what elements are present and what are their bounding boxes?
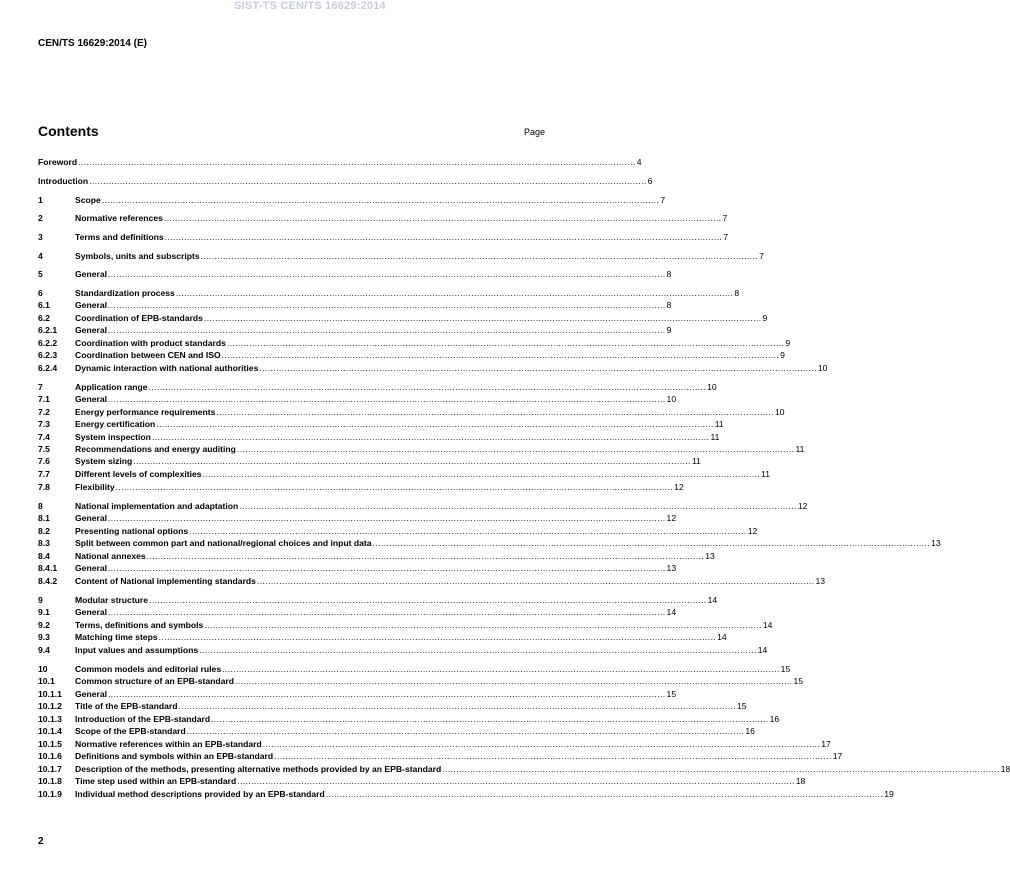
toc-entry-title: Presenting national options — [75, 526, 189, 536]
toc-entry-title: Coordination with product standards — [75, 338, 226, 348]
toc-entry-number: 10.1 — [38, 676, 55, 686]
toc-entry-number: 10.1.3 — [38, 714, 62, 724]
toc-entry-number: 10.1.5 — [38, 739, 62, 749]
toc-entry-title: General — [75, 607, 108, 617]
contents-heading: Contents — [38, 123, 99, 139]
toc-entry-page: 8 — [666, 269, 672, 279]
toc-entry[interactable] — [38, 563, 677, 574]
toc-entry-page: 10 — [817, 363, 828, 373]
toc-entry[interactable] — [38, 251, 764, 262]
dot-leader: ........................................................................................................................................................................................................ — [78, 157, 636, 167]
toc-entry[interactable] — [38, 469, 771, 480]
dot-leader: ........................................................................................................................................................................................................ — [149, 595, 707, 605]
toc-entry[interactable] — [38, 726, 755, 737]
toc-entry-page: 12 — [666, 513, 677, 523]
toc-entry[interactable] — [38, 157, 642, 168]
toc-entry[interactable] — [38, 313, 768, 324]
toc-entry-page: 12 — [797, 501, 808, 511]
dot-leader: ........................................................................................................................................................................................................ — [89, 176, 647, 186]
toc-entry-page: 11 — [714, 419, 724, 429]
toc-entry-page: 9 — [785, 338, 791, 348]
toc-entry[interactable] — [38, 776, 806, 787]
toc-entry-page: 13 — [815, 576, 826, 586]
toc-entry-page: 9 — [780, 350, 785, 360]
toc-entry[interactable] — [38, 576, 826, 587]
toc-entry-number: 6 — [38, 288, 43, 298]
toc-entry-page: 14 — [717, 632, 727, 642]
toc-entry-number: 7.5 — [38, 444, 50, 454]
toc-entry-page: 9 — [666, 325, 672, 335]
toc-entry-title: Flexibility — [75, 482, 115, 492]
toc-entry-page: 8 — [666, 300, 672, 310]
dot-leader: ........................................................................................................................................................................................................ — [236, 444, 795, 454]
dot-leader: ........................................................................................................................................................................................................ — [115, 482, 674, 492]
toc-entry-title: Time step used within an EPB-standard — [75, 776, 237, 786]
document-id: CEN/TS 16629:2014 (E) — [38, 38, 147, 49]
dot-leader: ........................................................................................................................................................................................................ — [259, 363, 817, 373]
dot-leader: ........................................................................................................................................................................................................ — [202, 469, 761, 479]
toc-entry-page: 11 — [795, 444, 805, 454]
toc-entry-title: Individual method descriptions provided by an EPB-standard — [75, 789, 325, 799]
toc-entry-number: 8.4 — [38, 551, 50, 561]
toc-entry[interactable] — [38, 739, 831, 750]
dot-leader: ........................................................................................................................................................................................................ — [204, 620, 762, 630]
toc-entry-page: 7 — [660, 195, 666, 205]
toc-entry-page: 12 — [674, 482, 684, 492]
toc-entry-number: 7.1 — [38, 394, 50, 404]
toc-entry[interactable] — [38, 363, 828, 374]
toc-entry-page: 15 — [780, 664, 791, 674]
dot-leader: ........................................................................................................................................................................................................ — [148, 382, 707, 392]
toc-entry-title: Application range — [75, 382, 148, 392]
toc-entry-page: 17 — [821, 739, 831, 749]
toc-entry-title: General — [75, 689, 108, 699]
toc-entry-number: 5 — [38, 269, 43, 279]
toc-entry-page: 10 — [707, 382, 717, 392]
toc-entry-page: 9 — [762, 313, 768, 323]
toc-entry[interactable] — [38, 632, 727, 643]
toc-entry-number: 10.1.8 — [38, 776, 62, 786]
toc-entry[interactable] — [38, 714, 780, 725]
toc-entry-page: 18 — [1000, 764, 1010, 774]
toc-entry-title: Normative references within an EPB-standard — [75, 739, 262, 749]
toc-entry[interactable] — [38, 444, 805, 455]
toc-entry-page: 18 — [795, 776, 806, 786]
toc-entry-number: 7.7 — [38, 469, 50, 479]
toc-entry[interactable] — [38, 382, 717, 393]
toc-entry-number: 7.8 — [38, 482, 50, 492]
toc-entry-page: 10 — [774, 407, 785, 417]
dot-leader: ........................................................................................................................................................................................................ — [256, 576, 815, 586]
toc-entry[interactable] — [38, 350, 785, 361]
toc-entry-title: Split between common part and national/regional choices and input data — [75, 538, 372, 548]
toc-entry-title: General — [75, 325, 108, 335]
toc-entry-number: 9 — [38, 595, 43, 605]
toc-entry-page: 7 — [759, 251, 764, 261]
toc-entry-number: 7.2 — [38, 407, 50, 417]
toc-entry-number: 10 — [38, 664, 48, 674]
toc-entry-number: 9.2 — [38, 620, 50, 630]
toc-entry-title: Modular structure — [75, 595, 149, 605]
toc-entry-page: 14 — [762, 620, 773, 630]
dot-leader: ........................................................................................................................................................................................................ — [325, 789, 884, 799]
toc-entry[interactable] — [38, 689, 677, 700]
dot-leader: ........................................................................................................................................................................................................ — [133, 456, 691, 466]
toc-entry-title: Scope of the EPB-standard — [75, 726, 186, 736]
toc-entry-page: 10 — [666, 394, 677, 404]
watermark: SIST-TS CEN/TS 16629:2014 — [234, 0, 386, 12]
toc-entry-title: Energy certification — [75, 419, 156, 429]
toc-entry-number: 7.6 — [38, 456, 50, 466]
toc-entry-number: 9.1 — [38, 607, 50, 617]
dot-leader: ........................................................................................................................................................................................................ — [216, 407, 774, 417]
dot-leader: ........................................................................................................................................................................................................ — [151, 432, 710, 442]
toc-entry-page: 13 — [666, 563, 677, 573]
toc-entry-page: 15 — [737, 701, 747, 711]
toc-entry-title: Terms, definitions and symbols — [75, 620, 204, 630]
toc-entry-number: 6.2.1 — [38, 325, 58, 335]
toc-entry[interactable] — [38, 620, 773, 631]
toc-entry[interactable] — [38, 607, 677, 618]
dot-leader: ........................................................................................................................................................................................................ — [163, 213, 722, 223]
toc-entry[interactable] — [38, 764, 1010, 775]
toc-entry-title: Definitions and symbols within an EPB-standard — [75, 751, 274, 761]
toc-entry-title: General — [75, 513, 108, 523]
dot-leader: ........................................................................................................................................................................................................ — [200, 251, 759, 261]
toc-entry-number: 10.1.4 — [38, 726, 62, 736]
toc-entry[interactable] — [38, 419, 724, 430]
toc-entry-title: Normative references — [75, 213, 163, 223]
dot-leader: ........................................................................................................................................................................................................ — [221, 350, 780, 360]
toc-entry-number: 8 — [38, 501, 43, 511]
toc-entry[interactable] — [38, 195, 666, 206]
toc-entry-title: Coordination of EPB-standards — [75, 313, 203, 323]
toc-entry-title: Scope — [75, 195, 101, 205]
toc-entry-title: Input values and assumptions — [75, 645, 199, 655]
dot-leader: ........................................................................................................................................................................................................ — [226, 338, 785, 348]
toc-entry-title: Introduction of the EPB-standard — [75, 714, 211, 724]
dot-leader: ........................................................................................................................................................................................................ — [442, 764, 1000, 774]
toc-entry[interactable] — [38, 482, 684, 493]
toc-entry[interactable] — [38, 676, 804, 687]
toc-entry[interactable] — [38, 407, 785, 418]
dot-leader: ........................................................................................................................................................................................................ — [108, 513, 666, 523]
toc-entry-title: Foreword — [38, 157, 78, 167]
toc-entry[interactable] — [38, 701, 747, 712]
dot-leader: ........................................................................................................................................................................................................ — [199, 645, 757, 655]
toc-entry-page: 4 — [636, 157, 642, 167]
dot-leader: ........................................................................................................................................................................................................ — [108, 394, 666, 404]
toc-entry-page: 12 — [747, 526, 758, 536]
toc-entry-page: 7 — [723, 232, 728, 242]
toc-entry[interactable] — [38, 338, 791, 349]
toc-entry-page: 13 — [931, 538, 941, 548]
toc-entry[interactable] — [38, 432, 720, 443]
toc-entry-page: 16 — [745, 726, 755, 736]
toc-entry[interactable] — [38, 213, 728, 224]
toc-entry-number: 1 — [38, 195, 43, 205]
toc-entry-title: Matching time steps — [75, 632, 158, 642]
toc-entry-number: 6.2.2 — [38, 338, 58, 348]
dot-leader: ........................................................................................................................................................................................................ — [235, 676, 793, 686]
toc-entry[interactable] — [38, 394, 677, 405]
toc-entry-title: Terms and definitions — [75, 232, 164, 242]
toc-entry-number: 6.2.4 — [38, 363, 58, 373]
toc-entry-number: 2 — [38, 213, 43, 223]
dot-leader: ........................................................................................................................................................................................................ — [146, 551, 705, 561]
dot-leader: ........................................................................................................................................................................................................ — [175, 288, 734, 298]
toc-entry-number: 10.1.7 — [38, 764, 62, 774]
toc-entry[interactable] — [38, 526, 758, 537]
toc-entry-title: Common models and editorial rules — [75, 664, 222, 674]
toc-entry-number: 8.1 — [38, 513, 50, 523]
toc-entry-number: 9.3 — [38, 632, 50, 642]
toc-entry-title: Energy performance requirements — [75, 407, 216, 417]
toc-entry-number: 8.3 — [38, 538, 50, 548]
toc-entry-number: 4 — [38, 251, 43, 261]
dot-leader: ........................................................................................................................................................................................................ — [262, 739, 821, 749]
toc-entry-number: 10.1.9 — [38, 789, 62, 799]
toc-entry-page: 14 — [757, 645, 768, 655]
toc-entry-page: 19 — [884, 789, 894, 799]
toc-entry-page: 13 — [705, 551, 715, 561]
toc-entry-title: Recommendations and energy auditing — [75, 444, 236, 454]
toc-entry[interactable] — [38, 551, 715, 562]
toc-entry-page: 14 — [666, 607, 677, 617]
dot-leader: ........................................................................................................................................................................................................ — [108, 325, 666, 335]
toc-entry-title: General — [75, 563, 108, 573]
toc-entry-title: General — [75, 394, 108, 404]
toc-entry[interactable] — [38, 789, 894, 800]
dot-leader: ........................................................................................................................................................................................................ — [222, 664, 780, 674]
toc-entry-page: 6 — [647, 176, 653, 186]
toc-entry[interactable] — [38, 501, 808, 512]
toc-entry-title: Title of the EPB-standard — [75, 701, 178, 711]
toc-entry[interactable] — [38, 300, 672, 311]
toc-entry-number: 8.4.2 — [38, 576, 58, 586]
toc-entry-title: General — [75, 300, 108, 310]
page-number: 2 — [38, 836, 44, 847]
toc-entry-page: 17 — [832, 751, 843, 761]
toc-entry[interactable] — [38, 538, 941, 549]
toc-entry-title: Symbols, units and subscripts — [75, 251, 200, 261]
toc-entry-number: 7 — [38, 382, 43, 392]
toc-entry-title: System sizing — [75, 456, 133, 466]
toc-entry-title: National annexes — [75, 551, 146, 561]
toc-entry-title: Description of the methods, presenting alternative methods provided by an EPB-standard — [75, 764, 442, 774]
toc-entry-page: 8 — [734, 288, 740, 298]
dot-leader: ........................................................................................................................................................................................................ — [178, 701, 737, 711]
toc-entry-title: Dynamic interaction with national authorities — [75, 363, 259, 373]
toc-entry[interactable] — [38, 325, 672, 336]
dot-leader: ........................................................................................................................................................................................................ — [108, 300, 666, 310]
dot-leader: ........................................................................................................................................................................................................ — [158, 632, 717, 642]
toc-entry-page: 11 — [691, 456, 701, 466]
toc-entry-number: 10.1.6 — [38, 751, 62, 761]
dot-leader: ........................................................................................................................................................................................................ — [189, 526, 747, 536]
toc-entry-page: 11 — [710, 432, 720, 442]
dot-leader: ........................................................................................................................................................................................................ — [101, 195, 660, 205]
toc-entry-title: Coordination between CEN and ISO — [75, 350, 221, 360]
dot-leader: ........................................................................................................................................................................................................ — [372, 538, 931, 548]
toc-entry[interactable] — [38, 456, 701, 467]
toc-entry-title: Standardization process — [75, 288, 175, 298]
dot-leader: ........................................................................................................................................................................................................ — [274, 751, 832, 761]
toc-entry[interactable] — [38, 595, 718, 606]
dot-leader: ........................................................................................................................................................................................................ — [108, 689, 666, 699]
toc-entry-title: Content of National implementing standards — [75, 576, 256, 586]
page-column-label: Page — [523, 127, 545, 137]
toc-entry-title: System inspection — [75, 432, 151, 442]
toc-entry-title: Introduction — [38, 176, 89, 186]
toc-entry-number: 7.3 — [38, 419, 50, 429]
toc-entry-number: 10.1.1 — [38, 689, 62, 699]
toc-entry-number: 10.1.2 — [38, 701, 62, 711]
toc-entry[interactable] — [38, 664, 791, 675]
dot-leader: ........................................................................................................................................................................................................ — [237, 776, 795, 786]
toc-entry-number: 6.2 — [38, 313, 50, 323]
toc-entry[interactable] — [38, 645, 768, 656]
toc-entry-page: 16 — [769, 714, 780, 724]
toc-entry-number: 9.4 — [38, 645, 50, 655]
dot-leader: ........................................................................................................................................................................................................ — [108, 607, 666, 617]
toc-entry[interactable] — [38, 269, 672, 280]
toc-entry-number: 6.2.3 — [38, 350, 58, 360]
dot-leader: ........................................................................................................................................................................................................ — [164, 232, 723, 242]
dot-leader: ........................................................................................................................................................................................................ — [203, 313, 762, 323]
dot-leader: ........................................................................................................................................................................................................ — [239, 501, 797, 511]
toc-entry[interactable] — [38, 288, 740, 299]
dot-leader: ........................................................................................................................................................................................................ — [108, 563, 666, 573]
toc-entry[interactable] — [38, 513, 677, 524]
toc-entry-number: 7.4 — [38, 432, 50, 442]
dot-leader: ........................................................................................................................................................................................................ — [156, 419, 714, 429]
toc-entry[interactable] — [38, 232, 728, 243]
dot-leader: ........................................................................................................................................................................................................ — [186, 726, 745, 736]
toc-entry-number: 6.1 — [38, 300, 50, 310]
toc-entry-number: 3 — [38, 232, 43, 242]
toc-entry-title: Different levels of complexities — [75, 469, 202, 479]
toc-entry-page: 7 — [722, 213, 728, 223]
toc-entry[interactable] — [38, 751, 843, 762]
toc-entry-page: 11 — [761, 469, 771, 479]
toc-entry-title: National implementation and adaptation — [75, 501, 239, 511]
toc-entry-number: 8.2 — [38, 526, 50, 536]
toc-entry-number: 8.4.1 — [38, 563, 58, 573]
dot-leader: ........................................................................................................................................................................................................ — [108, 269, 666, 279]
toc-entry-page: 15 — [666, 689, 677, 699]
toc-entry-title: Common structure of an EPB-standard — [75, 676, 235, 686]
toc-entry-page: 14 — [707, 595, 718, 605]
dot-leader: ........................................................................................................................................................................................................ — [211, 714, 769, 724]
toc-entry-title: General — [75, 269, 108, 279]
toc-entry-page: 15 — [793, 676, 804, 686]
toc-entry[interactable] — [38, 176, 653, 187]
